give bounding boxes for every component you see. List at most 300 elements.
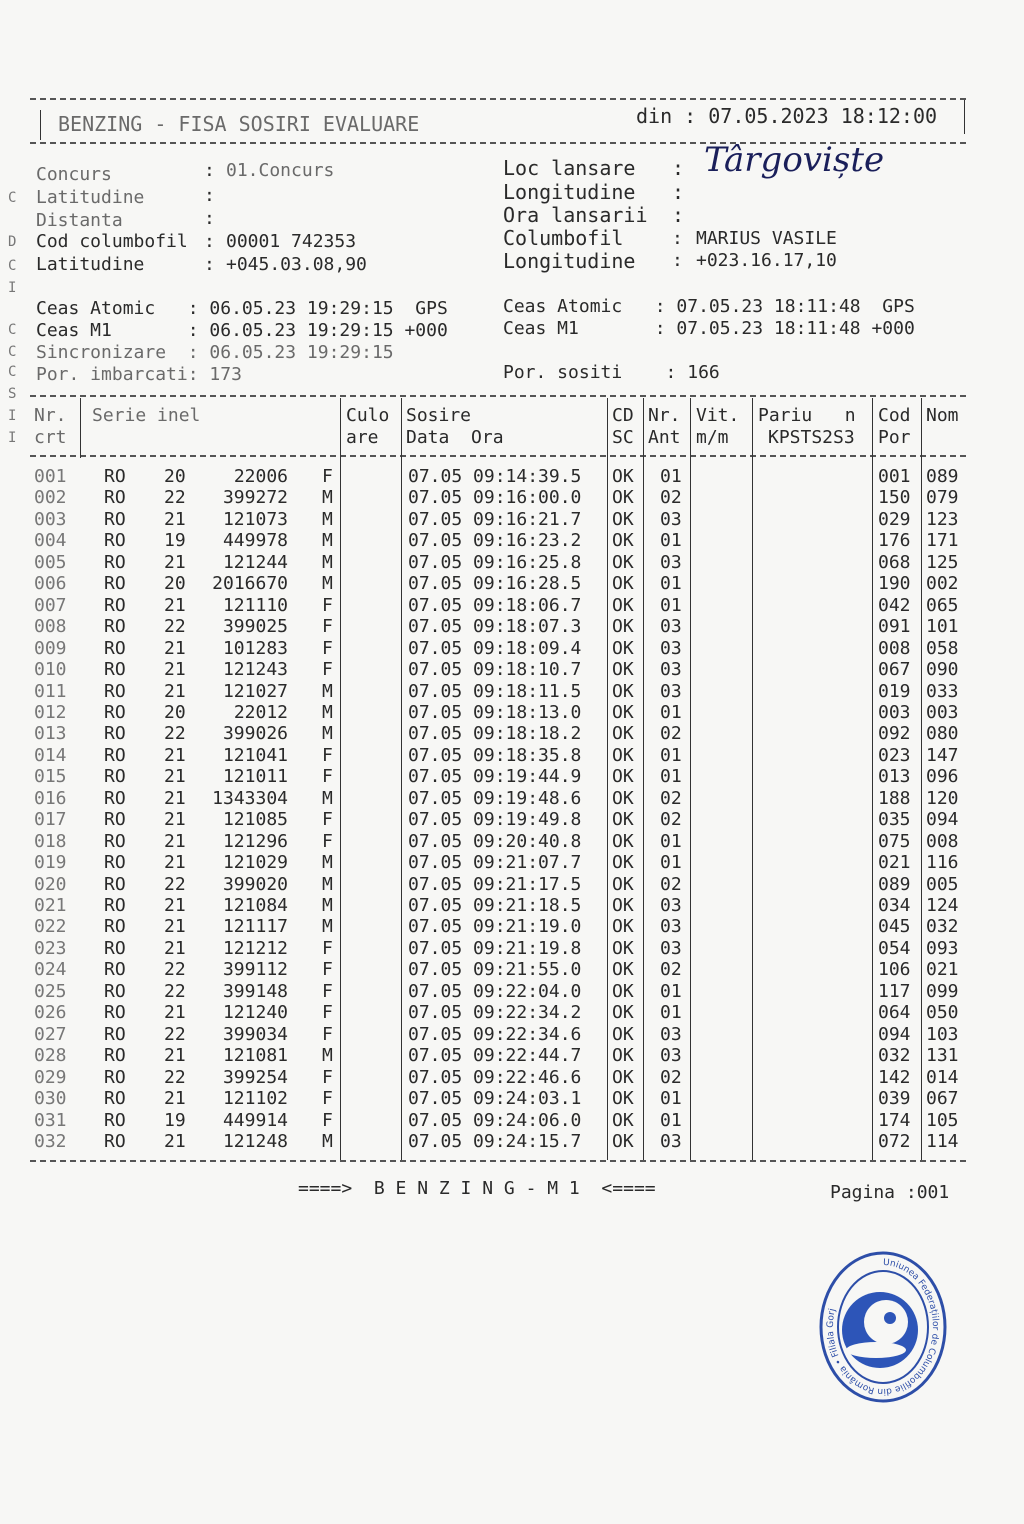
- atomic-clock-end: Ceas Atomic : 07.05.23 18:11:48 GPS: [503, 296, 915, 317]
- row-arrival: 07.05 09:22:34.6: [408, 1023, 582, 1045]
- table-row: [0, 874, 1024, 895]
- row-arrival: 07.05 09:18:09.4: [408, 637, 582, 659]
- row-ant: 03: [660, 551, 682, 573]
- col-mm: m/m: [696, 427, 729, 448]
- col-por: Por: [878, 427, 911, 448]
- row-cod-por: 068: [878, 551, 911, 573]
- row-arrival: 07.05 09:18:10.7: [408, 659, 582, 681]
- row-arrival: 07.05 09:21:17.5: [408, 873, 582, 895]
- col-cod: Cod: [878, 405, 911, 426]
- row-ring: 121102: [222, 1088, 288, 1110]
- row-nr: 003: [34, 508, 67, 530]
- row-arrival: 07.05 09:21:19.8: [408, 937, 582, 959]
- row-sex: M: [322, 723, 333, 745]
- row-cod-por: 092: [878, 723, 911, 745]
- row-ant: 01: [660, 830, 682, 852]
- row-arrival: 07.05 09:14:39.5: [408, 466, 582, 487]
- row-arrival: 07.05 09:18:35.8: [408, 744, 582, 766]
- row-nr: 001: [34, 466, 67, 487]
- row-country: RO: [104, 787, 126, 809]
- table-row: [0, 509, 1024, 530]
- col-nr-ant: Nr.: [648, 405, 681, 426]
- table-row: [0, 1002, 1024, 1023]
- row-cod-por: 054: [878, 937, 911, 959]
- row-country: RO: [104, 551, 126, 573]
- margin-letter: D: [8, 234, 17, 250]
- row-nr: 004: [34, 530, 67, 552]
- table-row: [0, 788, 1024, 809]
- row-cd-sc: OK: [612, 809, 634, 831]
- col-crt: crt: [34, 427, 67, 448]
- row-sex: F: [322, 659, 333, 681]
- row-ant: 03: [660, 937, 682, 959]
- row-nr: 023: [34, 937, 67, 959]
- row-cd-sc: OK: [612, 551, 634, 573]
- row-country: RO: [104, 980, 126, 1002]
- row-ant: 02: [660, 873, 682, 895]
- row-cd-sc: OK: [612, 723, 634, 745]
- col-culoare-1: Culo: [346, 405, 390, 426]
- row-arrival: 07.05 09:18:07.3: [408, 616, 582, 638]
- row-country: RO: [104, 573, 126, 595]
- row-country: RO: [104, 701, 126, 723]
- table-row: [0, 745, 1024, 766]
- row-year: 21: [164, 659, 186, 681]
- row-nom: 125: [926, 551, 959, 573]
- row-nom: 080: [926, 723, 959, 745]
- row-sex: M: [322, 530, 333, 552]
- margin-letter: C: [8, 344, 17, 360]
- row-ant: 03: [660, 680, 682, 702]
- row-cd-sc: OK: [612, 466, 634, 487]
- row-nr: 012: [34, 701, 67, 723]
- row-cd-sc: OK: [612, 573, 634, 595]
- row-cd-sc: OK: [612, 980, 634, 1002]
- col-cd: CD: [612, 405, 634, 426]
- row-sex: M: [322, 1130, 333, 1152]
- col-culoare-2: are: [346, 427, 379, 448]
- row-year: 21: [164, 937, 186, 959]
- row-cd-sc: OK: [612, 852, 634, 874]
- row-cd-sc: OK: [612, 1045, 634, 1067]
- row-cod-por: 039: [878, 1088, 911, 1110]
- row-nom: 116: [926, 852, 959, 874]
- row-nr: 031: [34, 1109, 67, 1131]
- row-ant: 03: [660, 508, 682, 530]
- row-nom: 123: [926, 508, 959, 530]
- row-nr: 026: [34, 1002, 67, 1024]
- row-ring: 121243: [222, 659, 288, 681]
- table-row: [0, 702, 1024, 723]
- row-cd-sc: OK: [612, 1066, 634, 1088]
- row-sex: F: [322, 980, 333, 1002]
- row-country: RO: [104, 744, 126, 766]
- row-cod-por: 091: [878, 616, 911, 638]
- row-nr: 017: [34, 809, 67, 831]
- row-cd-sc: OK: [612, 916, 634, 938]
- row-ant: 03: [660, 916, 682, 938]
- page-number: Pagina :001: [830, 1182, 950, 1203]
- report-title: BENZING - FISA SOSIRI EVALUARE: [58, 112, 420, 136]
- row-country: RO: [104, 1023, 126, 1045]
- table-row: [0, 1067, 1024, 1088]
- row-cod-por: 064: [878, 1002, 911, 1024]
- row-sex: M: [322, 787, 333, 809]
- row-arrival: 07.05 09:22:04.0: [408, 980, 582, 1002]
- info-label: Loc lansare: [503, 156, 636, 180]
- row-sex: F: [322, 1066, 333, 1088]
- row-ring: 1343304: [212, 787, 288, 809]
- row-cod-por: 106: [878, 959, 911, 981]
- row-cod-por: 029: [878, 508, 911, 530]
- row-arrival: 07.05 09:21:55.0: [408, 959, 582, 981]
- row-arrival: 07.05 09:19:44.9: [408, 766, 582, 788]
- row-arrival: 07.05 09:21:18.5: [408, 895, 582, 916]
- info-value: 01.Concurs: [226, 160, 335, 181]
- row-year: 21: [164, 1002, 186, 1024]
- row-ant: 03: [660, 637, 682, 659]
- row-nom: 120: [926, 787, 959, 809]
- row-ant: 01: [660, 1109, 682, 1131]
- row-cod-por: 013: [878, 766, 911, 788]
- row-arrival: 07.05 09:16:25.8: [408, 551, 582, 573]
- row-cd-sc: OK: [612, 873, 634, 895]
- row-nr: 009: [34, 637, 67, 659]
- info-label: Concurs: [36, 164, 112, 185]
- row-cd-sc: OK: [612, 744, 634, 766]
- row-year: 22: [164, 723, 186, 745]
- row-year: 21: [164, 852, 186, 874]
- row-sex: F: [322, 937, 333, 959]
- row-sex: F: [322, 766, 333, 788]
- row-cd-sc: OK: [612, 787, 634, 809]
- row-country: RO: [104, 852, 126, 874]
- row-ring: 121248: [222, 1130, 288, 1152]
- row-ring: 399272: [222, 487, 288, 509]
- row-cod-por: 032: [878, 1045, 911, 1067]
- row-sex: M: [322, 680, 333, 702]
- row-ant: 01: [660, 594, 682, 616]
- row-cod-por: 042: [878, 594, 911, 616]
- row-nom: 114: [926, 1130, 959, 1152]
- row-ant: 02: [660, 1066, 682, 1088]
- row-ant: 02: [660, 723, 682, 745]
- row-country: RO: [104, 916, 126, 938]
- row-nr: 028: [34, 1045, 67, 1067]
- col-serie: Serie inel: [92, 405, 201, 426]
- row-cd-sc: OK: [612, 1130, 634, 1152]
- row-nom: 093: [926, 937, 959, 959]
- row-ant: 01: [660, 766, 682, 788]
- row-nom: 099: [926, 980, 959, 1002]
- row-year: 20: [164, 573, 186, 595]
- row-arrival: 07.05 09:21:07.7: [408, 852, 582, 874]
- col-kpsts: KPSTS2S3: [768, 427, 855, 448]
- table-row: [0, 938, 1024, 959]
- row-ring: 22006: [233, 466, 288, 487]
- row-sex: M: [322, 508, 333, 530]
- latitude-value: +045.03.08,90: [226, 254, 367, 275]
- row-nom: 171: [926, 530, 959, 552]
- row-nr: 011: [34, 680, 67, 702]
- row-cd-sc: OK: [612, 1023, 634, 1045]
- row-country: RO: [104, 637, 126, 659]
- row-cod-por: 176: [878, 530, 911, 552]
- row-year: 22: [164, 959, 186, 981]
- row-country: RO: [104, 959, 126, 981]
- m1-clock-start: Ceas M1 : 06.05.23 19:29:15 +000: [36, 320, 448, 341]
- row-country: RO: [104, 766, 126, 788]
- info-label: Latitudine: [36, 187, 145, 208]
- row-sex: F: [322, 1088, 333, 1110]
- row-ant: 03: [660, 659, 682, 681]
- row-ant: 01: [660, 701, 682, 723]
- row-year: 22: [164, 616, 186, 638]
- arrived-count: Por. sositi : 166: [503, 362, 720, 383]
- col-vit: Vit.: [696, 405, 740, 426]
- row-nr: 008: [34, 616, 67, 638]
- row-cod-por: 045: [878, 916, 911, 938]
- row-arrival: 07.05 09:24:15.7: [408, 1130, 582, 1152]
- row-nr: 018: [34, 830, 67, 852]
- row-ring: 101283: [222, 637, 288, 659]
- table-row: [0, 530, 1024, 551]
- row-country: RO: [104, 809, 126, 831]
- row-arrival: 07.05 09:19:49.8: [408, 809, 582, 831]
- row-arrival: 07.05 09:22:34.2: [408, 1002, 582, 1024]
- release-place-handwritten: Târgoviște: [704, 140, 885, 180]
- row-year: 21: [164, 1130, 186, 1152]
- row-nr: 024: [34, 959, 67, 981]
- row-arrival: 07.05 09:16:28.5: [408, 573, 582, 595]
- row-cod-por: 142: [878, 1066, 911, 1088]
- row-nom: 050: [926, 1002, 959, 1024]
- row-ant: 01: [660, 1088, 682, 1110]
- row-ant: 01: [660, 573, 682, 595]
- col-data-ora: Data Ora: [406, 427, 504, 448]
- row-nom: 008: [926, 830, 959, 852]
- row-sex: M: [322, 852, 333, 874]
- row-sex: M: [322, 916, 333, 938]
- row-sex: F: [322, 744, 333, 766]
- row-nom: 147: [926, 744, 959, 766]
- table-row: [0, 552, 1024, 573]
- table-row: [0, 1088, 1024, 1109]
- row-nr: 005: [34, 551, 67, 573]
- row-sex: F: [322, 830, 333, 852]
- col-pariu: Pariu n: [758, 405, 856, 426]
- table-row: [0, 573, 1024, 594]
- row-nom: 094: [926, 809, 959, 831]
- table-row: [0, 638, 1024, 659]
- row-nr: 002: [34, 487, 67, 509]
- row-year: 20: [164, 701, 186, 723]
- info-label: Longitudine: [503, 249, 636, 273]
- row-country: RO: [104, 1088, 126, 1110]
- table-row: [0, 616, 1024, 637]
- row-cod-por: 174: [878, 1109, 911, 1131]
- row-year: 21: [164, 744, 186, 766]
- row-nom: 067: [926, 1088, 959, 1110]
- row-country: RO: [104, 1066, 126, 1088]
- row-arrival: 07.05 09:18:13.0: [408, 701, 582, 723]
- table-row: [0, 1131, 1024, 1152]
- row-cd-sc: OK: [612, 1002, 634, 1024]
- col-sc: SC: [612, 427, 634, 448]
- row-ring: 121084: [222, 895, 288, 916]
- row-sex: M: [322, 487, 333, 509]
- row-ring: 121117: [222, 916, 288, 938]
- row-country: RO: [104, 1002, 126, 1024]
- row-cod-por: 150: [878, 487, 911, 509]
- row-country: RO: [104, 466, 126, 487]
- row-ant: 02: [660, 959, 682, 981]
- table-row: [0, 1024, 1024, 1045]
- row-nom: 105: [926, 1109, 959, 1131]
- row-cd-sc: OK: [612, 680, 634, 702]
- row-ant: 02: [660, 809, 682, 831]
- row-sex: F: [322, 637, 333, 659]
- row-nom: 124: [926, 895, 959, 916]
- margin-letter: C: [8, 258, 17, 274]
- row-cd-sc: OK: [612, 766, 634, 788]
- federation-stamp: [818, 1250, 948, 1415]
- row-arrival: 07.05 09:18:11.5: [408, 680, 582, 702]
- row-cod-por: 034: [878, 895, 911, 916]
- row-country: RO: [104, 895, 126, 916]
- row-ant: 02: [660, 487, 682, 509]
- row-year: 21: [164, 787, 186, 809]
- row-ring: 399034: [222, 1023, 288, 1045]
- row-nr: 013: [34, 723, 67, 745]
- row-ring: 121081: [222, 1045, 288, 1067]
- row-nom: 058: [926, 637, 959, 659]
- row-cd-sc: OK: [612, 530, 634, 552]
- row-cod-por: 072: [878, 1130, 911, 1152]
- m1-clock-end: Ceas M1 : 07.05.23 18:11:48 +000: [503, 318, 915, 339]
- row-ring: 449978: [222, 530, 288, 552]
- row-country: RO: [104, 508, 126, 530]
- row-ant: 03: [660, 895, 682, 916]
- row-year: 22: [164, 1023, 186, 1045]
- row-sex: M: [322, 895, 333, 916]
- row-ring: 121085: [222, 809, 288, 831]
- row-ring: 121110: [222, 594, 288, 616]
- row-cod-por: 019: [878, 680, 911, 702]
- row-ring: 121027: [222, 680, 288, 702]
- row-cd-sc: OK: [612, 508, 634, 530]
- row-nom: 079: [926, 487, 959, 509]
- row-nom: 014: [926, 1066, 959, 1088]
- col-nr: Nr.: [34, 405, 67, 426]
- row-country: RO: [104, 487, 126, 509]
- table-row: [0, 466, 1024, 487]
- row-nom: 065: [926, 594, 959, 616]
- row-ant: 03: [660, 1130, 682, 1152]
- row-cod-por: 001: [878, 466, 911, 487]
- row-year: 21: [164, 830, 186, 852]
- row-country: RO: [104, 830, 126, 852]
- row-ring: 121029: [222, 852, 288, 874]
- row-year: 20: [164, 466, 186, 487]
- row-country: RO: [104, 1109, 126, 1131]
- stamp-seal-icon: [818, 1250, 948, 1415]
- row-country: RO: [104, 723, 126, 745]
- row-ring: 399026: [222, 723, 288, 745]
- row-ant: 03: [660, 1045, 682, 1067]
- row-nom: 101: [926, 616, 959, 638]
- row-cd-sc: OK: [612, 637, 634, 659]
- table-row: [0, 809, 1024, 830]
- row-cd-sc: OK: [612, 701, 634, 723]
- row-cod-por: 021: [878, 852, 911, 874]
- row-cd-sc: OK: [612, 1109, 634, 1131]
- table-row: [0, 981, 1024, 1002]
- row-year: 21: [164, 594, 186, 616]
- row-nr: 032: [34, 1130, 67, 1152]
- row-nom: 005: [926, 873, 959, 895]
- row-nom: 103: [926, 1023, 959, 1045]
- row-cod-por: 075: [878, 830, 911, 852]
- row-ant: 01: [660, 530, 682, 552]
- row-country: RO: [104, 1130, 126, 1152]
- row-arrival: 07.05 09:22:44.7: [408, 1045, 582, 1067]
- row-year: 21: [164, 508, 186, 530]
- row-ring: 2016670: [212, 573, 288, 595]
- row-ring: 121073: [222, 508, 288, 530]
- row-ring: 399254: [222, 1066, 288, 1088]
- row-ant: 03: [660, 616, 682, 638]
- longitude-value: +023.16.17,10: [696, 250, 837, 271]
- row-ant: 01: [660, 852, 682, 874]
- row-arrival: 07.05 09:19:48.6: [408, 787, 582, 809]
- table-row: [0, 766, 1024, 787]
- info-label: Columbofil: [503, 226, 624, 250]
- row-year: 21: [164, 551, 186, 573]
- row-year: 21: [164, 1045, 186, 1067]
- row-country: RO: [104, 530, 126, 552]
- row-ring: 121212: [222, 937, 288, 959]
- row-ring: 121244: [222, 551, 288, 573]
- row-nr: 022: [34, 916, 67, 938]
- row-cd-sc: OK: [612, 659, 634, 681]
- row-cod-por: 035: [878, 809, 911, 831]
- row-country: RO: [104, 1045, 126, 1067]
- row-ring: 121240: [222, 1002, 288, 1024]
- row-nr: 029: [34, 1066, 67, 1088]
- row-ring: 449914: [222, 1109, 288, 1131]
- row-ant: 03: [660, 1023, 682, 1045]
- margin-letter: I: [8, 408, 17, 424]
- row-nom: 089: [926, 466, 959, 487]
- row-nr: 019: [34, 852, 67, 874]
- row-cd-sc: OK: [612, 594, 634, 616]
- row-nr: 006: [34, 573, 67, 595]
- row-year: 21: [164, 895, 186, 916]
- row-arrival: 07.05 09:22:46.6: [408, 1066, 582, 1088]
- table-row: [0, 916, 1024, 937]
- row-nom: 003: [926, 701, 959, 723]
- info-label: Ora lansarii: [503, 203, 648, 227]
- margin-letter: C: [8, 190, 17, 206]
- row-sex: F: [322, 616, 333, 638]
- row-ring: 121041: [222, 744, 288, 766]
- table-row: [0, 681, 1024, 702]
- row-sex: M: [322, 551, 333, 573]
- row-cd-sc: OK: [612, 616, 634, 638]
- row-arrival: 07.05 09:16:00.0: [408, 487, 582, 509]
- embarked-count: Por. imbarcati: 173: [36, 364, 242, 385]
